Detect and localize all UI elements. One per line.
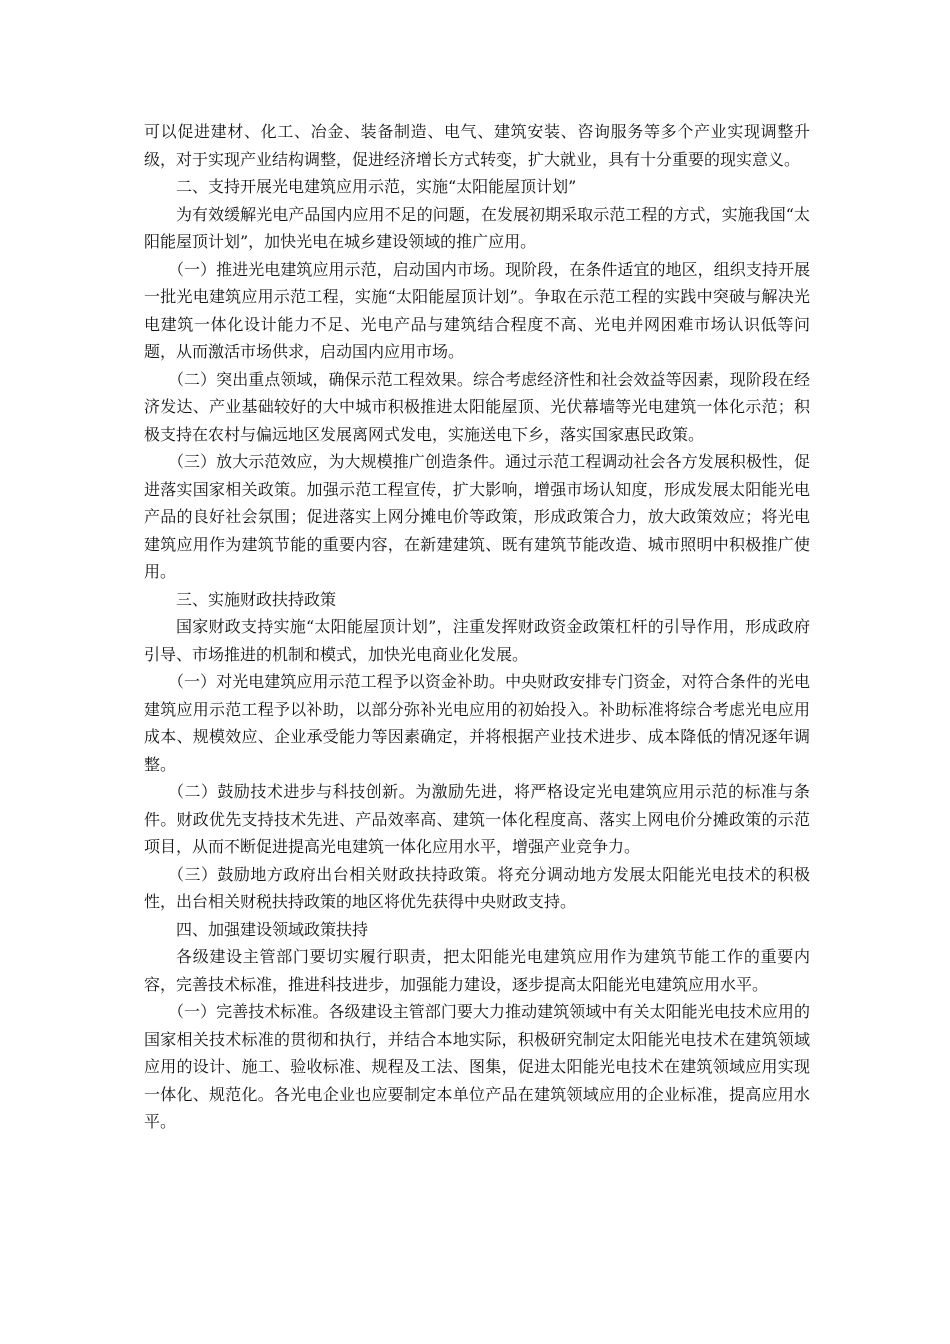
paragraph-section-4-intro: 各级建设主管部门要切实履行职责，把太阳能光电建筑应用作为建筑节能工作的重要内容，完善技术标准，推进科技进步，加强能力建设，逐步提高太阳能光电建筑应用水平。 <box>144 947 810 994</box>
paragraph-3-2: （二）鼓励技术进步与科技创新。为激励先进，将严格设定光电建筑应用示范的标准与条件。财政优先支持技术先进、产品效率高、建筑一体化程度高、落实上网电价分摊政策的示范项目，从而不断促进提高光电建筑一体化应用水平，增强产业竞争力。 <box>144 782 810 856</box>
paragraph-2-1: （一）推进光电建筑应用示范，启动国内市场。现阶段，在条件适宜的地区，组织支持开展一批光电建筑应用示范工程，实施“太阳能屋顶计划”。争取在示范工程的实践中突破与解决光电建筑一体化设计能力不足、光电产品与建筑结合程度不高、光电并网困难市场认识低等问题，从而激活市场供求，启动国内应用市场。 <box>144 259 810 361</box>
paragraph-2-3: （三）放大示范效应，为大规模推广创造条件。通过示范工程调动社会各方发展积极性，促进落实国家相关政策。加强示范工程宣传，扩大影响，增强市场认知度，形成发展太阳能光电产品的良好社会氛围；促进落实上网分摊电价等政策，形成政策合力，放大政策效应；将光电建筑应用作为建筑节能的重要内容，在新建建筑、既有建筑节能改造、城市照明中积极推广使用。 <box>144 452 810 581</box>
paragraph-section-3-intro: 国家财政支持实施“太阳能屋顶计划”，注重发挥财政资金政策杠杆的引导作用，形成政府引导、市场推进的机制和模式，加快光电商业化发展。 <box>144 617 810 664</box>
paragraph-4-1: （一）完善技术标准。各级建设主管部门要大力推动建筑领域中有关太阳能光电技术应用的国家相关技术标准的贯彻和执行，并结合本地实际，积极研究制定太阳能光电技术在建筑领域应用的设计、施工、验收标准、规程及工法、图集，促进太阳能光电技术在建筑领域应用实现一体化、规范化。各光电企业也应要制定本单位产品在建筑领域应用的企业标准，提高应用水平。 <box>144 1002 810 1131</box>
document-page <box>144 118 810 1136</box>
paragraph-3-3: （三）鼓励地方政府出台相关财政扶持政策。将充分调动地方发展太阳能光电技术的积极性，出台相关财税扶持政策的地区将优先获得中央财政支持。 <box>144 864 810 911</box>
section-heading-4: 四、加强建设领域政策扶持 <box>176 919 369 939</box>
paragraph-section-2-intro: 为有效缓解光电产品国内应用不足的问题，在发展初期采取示范工程的方式，实施我国“太阳能屋顶计划”，加快光电在城乡建设领域的推广应用。 <box>144 204 810 251</box>
paragraph-3-1: （一）对光电建筑应用示范工程予以资金补助。中央财政安排专门资金，对符合条件的光电建筑应用示范工程予以补助，以部分弥补光电应用的初始投入。补助标准将综合考虑光电应用成本、规模效应、企业承受能力等因素确定，并将根据产业技术进步、成本降低的情况逐年调整。 <box>144 672 810 774</box>
paragraph-continuation: 可以促进建材、化工、冶金、装备制造、电气、建筑安装、咨询服务等多个产业实现调整升级，对于实现产业结构调整，促进经济增长方式转变，扩大就业，具有十分重要的现实意义。 <box>144 122 810 169</box>
section-heading-2: 二、支持开展光电建筑应用示范，实施“太阳能屋顶计划” <box>176 177 577 196</box>
section-heading-3: 三、实施财政扶持政策 <box>176 589 337 609</box>
paragraph-2-2: （二）突出重点领域，确保示范工程效果。综合考虑经济性和社会效益等因素，现阶段在经济发达、产业基础较好的大中城市积极推进太阳能屋顶、光伏幕墙等光电建筑一体化示范；积极支持在农村与偏远地区发展离网式发电，实施送电下乡，落实国家惠民政策。 <box>144 369 810 444</box>
